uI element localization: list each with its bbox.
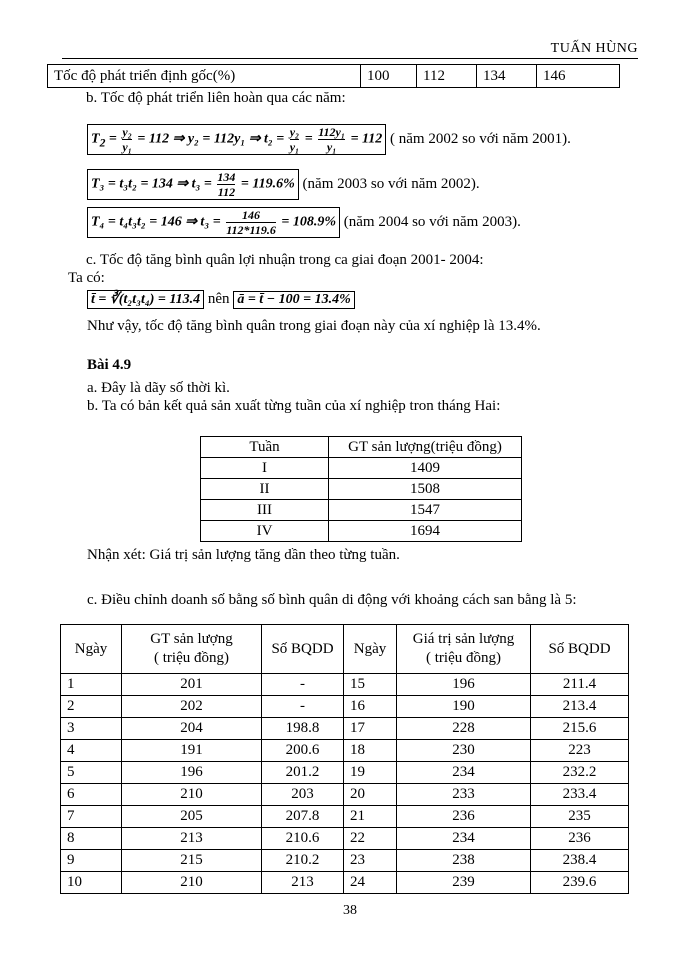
table-row: IV 1694: [201, 521, 522, 542]
table-cell: 234: [397, 828, 531, 850]
table-cell: 210.6: [262, 828, 344, 850]
table-cell: 235: [531, 806, 629, 828]
table-row: [61, 718, 629, 740]
table-cell: 4: [61, 740, 122, 762]
table-cell: 215.6: [531, 718, 629, 740]
table-cell: 7: [61, 806, 122, 828]
table-cell: 213.4: [531, 696, 629, 718]
table-cell: 191: [122, 740, 262, 762]
value-cell: 146: [537, 65, 620, 88]
table-row: [61, 740, 629, 762]
table-cell: 233.4: [531, 784, 629, 806]
table-cell: 21: [344, 806, 397, 828]
table-cell: -: [262, 696, 344, 718]
formula-3-note: (năm 2004 so với năm 2003).: [343, 213, 521, 230]
table-cell: 22: [344, 828, 397, 850]
ta-co: Ta có:: [68, 270, 105, 286]
page-number: 38: [343, 903, 357, 918]
conclusion: Như vậy, tốc độ tăng bình quân trong giai đoạn này của xí nghiệp là 13.4%.: [87, 318, 541, 334]
table-cell: 223: [531, 740, 629, 762]
table-cell: 213: [262, 872, 344, 894]
formula-1-line: [87, 124, 571, 155]
table-cell: 198.8: [262, 718, 344, 740]
table-cell: 215: [122, 850, 262, 872]
table-cell: 10: [61, 872, 122, 894]
table-cell: 202: [122, 696, 262, 718]
table-cell: 201: [122, 674, 262, 696]
table-row: [61, 696, 629, 718]
table-cell: 196: [122, 762, 262, 784]
table-row: [48, 65, 620, 88]
table-cell: 236: [531, 828, 629, 850]
formula-2: T₃ = t₃t₂ = 134 ⇒ t₃ = $\frac{134}{112}$ = 119.6%: [87, 169, 299, 200]
table-cell: 17: [344, 718, 397, 740]
value-cell: 134: [477, 65, 537, 88]
formula-1: $T_2$ = $\frac{\text{y₂}}{\text{y₁}}$ = 112 ⇒ y₂ = 112y₁ ⇒ t₂ = $\frac{\text{y₂}}{\text{y₁}}$ = $\frac{\text{112y₁}}{\text{y₁}}$ = 112: [87, 124, 386, 155]
formula-2-note: (năm 2003 so với năm 2002).: [302, 175, 480, 192]
item-b: b. Ta có bản kết quả sản xuất từng tuần của xí nghiệp tron tháng Hai:: [87, 398, 501, 414]
table-cell: 232.2: [531, 762, 629, 784]
formula-3-line: [87, 207, 521, 238]
growth-index-row: [47, 64, 620, 88]
table-cell: 228: [397, 718, 531, 740]
table-cell: 16: [344, 696, 397, 718]
table-cell: 1: [61, 674, 122, 696]
table-cell: 213: [122, 828, 262, 850]
formula-4b: ā = t̄ − 100 = 13.4%: [233, 291, 355, 309]
table-row: III 1547: [201, 500, 522, 521]
table-row: [61, 850, 629, 872]
table-cell: 210: [122, 784, 262, 806]
table-row: [61, 784, 629, 806]
header-author: TUẤN HÙNG: [550, 41, 638, 56]
table-cell: 20: [344, 784, 397, 806]
table-row: I 1409: [201, 458, 522, 479]
table-cell: 203: [262, 784, 344, 806]
table-header: Tuần GT sản lượng(triệu đồng): [201, 437, 522, 458]
table-cell: 210: [122, 872, 262, 894]
table-cell: 5: [61, 762, 122, 784]
table-row: [61, 762, 629, 784]
table-row: [61, 872, 629, 894]
table-cell: 24: [344, 872, 397, 894]
table-cell: 238: [397, 850, 531, 872]
table-cell: 230: [397, 740, 531, 762]
table-row: [61, 806, 629, 828]
value-cell: 100: [361, 65, 417, 88]
table-cell: 3: [61, 718, 122, 740]
header-rule: [62, 58, 638, 59]
table-header: Ngày GT sản lượng ( triệu đồng) Số BQDD Ngày Giá trị sản lượng ( triệu đồng) Số BQDD: [61, 625, 629, 674]
table-cell: 201.2: [262, 762, 344, 784]
table-cell: 238.4: [531, 850, 629, 872]
table-row: [61, 674, 629, 696]
table-cell: 6: [61, 784, 122, 806]
table-cell: 8: [61, 828, 122, 850]
table-cell: 207.8: [262, 806, 344, 828]
table-row: [61, 828, 629, 850]
table-cell: 204: [122, 718, 262, 740]
moving-average-table: [60, 624, 629, 894]
table-cell: 239: [397, 872, 531, 894]
formula-4a: t̄ = ∛(t₂t₃t₄) = 113.4: [87, 290, 204, 309]
formula-4-line: [87, 290, 355, 309]
value-cell: 112: [417, 65, 477, 88]
table-cell: 234: [397, 762, 531, 784]
formula-1-note: ( năm 2002 so với năm 2001).: [390, 130, 571, 147]
section-c-heading: c. Tốc độ tăng bình quân lợi nhuận trong ca giai đoạn 2001- 2004:: [86, 252, 484, 268]
table-cell: 200.6: [262, 740, 344, 762]
formula-3: T₄ = t₄t₃t₂ = 146 ⇒ t₃ = $\frac{146}{112*119.6}$ = 108.9%: [87, 207, 340, 238]
table-body: [61, 674, 629, 894]
table-row: II 1508: [201, 479, 522, 500]
table-cell: 190: [397, 696, 531, 718]
table-cell: 23: [344, 850, 397, 872]
table-cell: 19: [344, 762, 397, 784]
item-c: c. Điều chỉnh doanh số bằng số bình quân di động với khoảng cách san bằng là 5:: [87, 592, 577, 608]
section-b-heading: b. Tốc độ phát triển liên hoàn qua các năm:: [86, 90, 346, 106]
table-cell: 205: [122, 806, 262, 828]
row-label: Tốc độ phát triển định gốc(%): [48, 65, 361, 88]
formula-2-line: [87, 169, 480, 200]
table-cell: 18: [344, 740, 397, 762]
table-cell: 210.2: [262, 850, 344, 872]
remark: Nhận xét: Giá trị sản lượng tăng dần theo từng tuần.: [87, 547, 400, 563]
table-cell: 9: [61, 850, 122, 872]
table-cell: 239.6: [531, 872, 629, 894]
table-cell: 196: [397, 674, 531, 696]
table-cell: -: [262, 674, 344, 696]
table-cell: 211.4: [531, 674, 629, 696]
table-cell: 15: [344, 674, 397, 696]
table-cell: 236: [397, 806, 531, 828]
table-cell: 233: [397, 784, 531, 806]
table-cell: 2: [61, 696, 122, 718]
item-a: a. Đây là dãy số thời kì.: [87, 380, 230, 396]
weekly-table: [200, 436, 522, 542]
exercise-title: Bài 4.9: [87, 357, 132, 373]
formula-4-connector: nên: [207, 290, 230, 307]
